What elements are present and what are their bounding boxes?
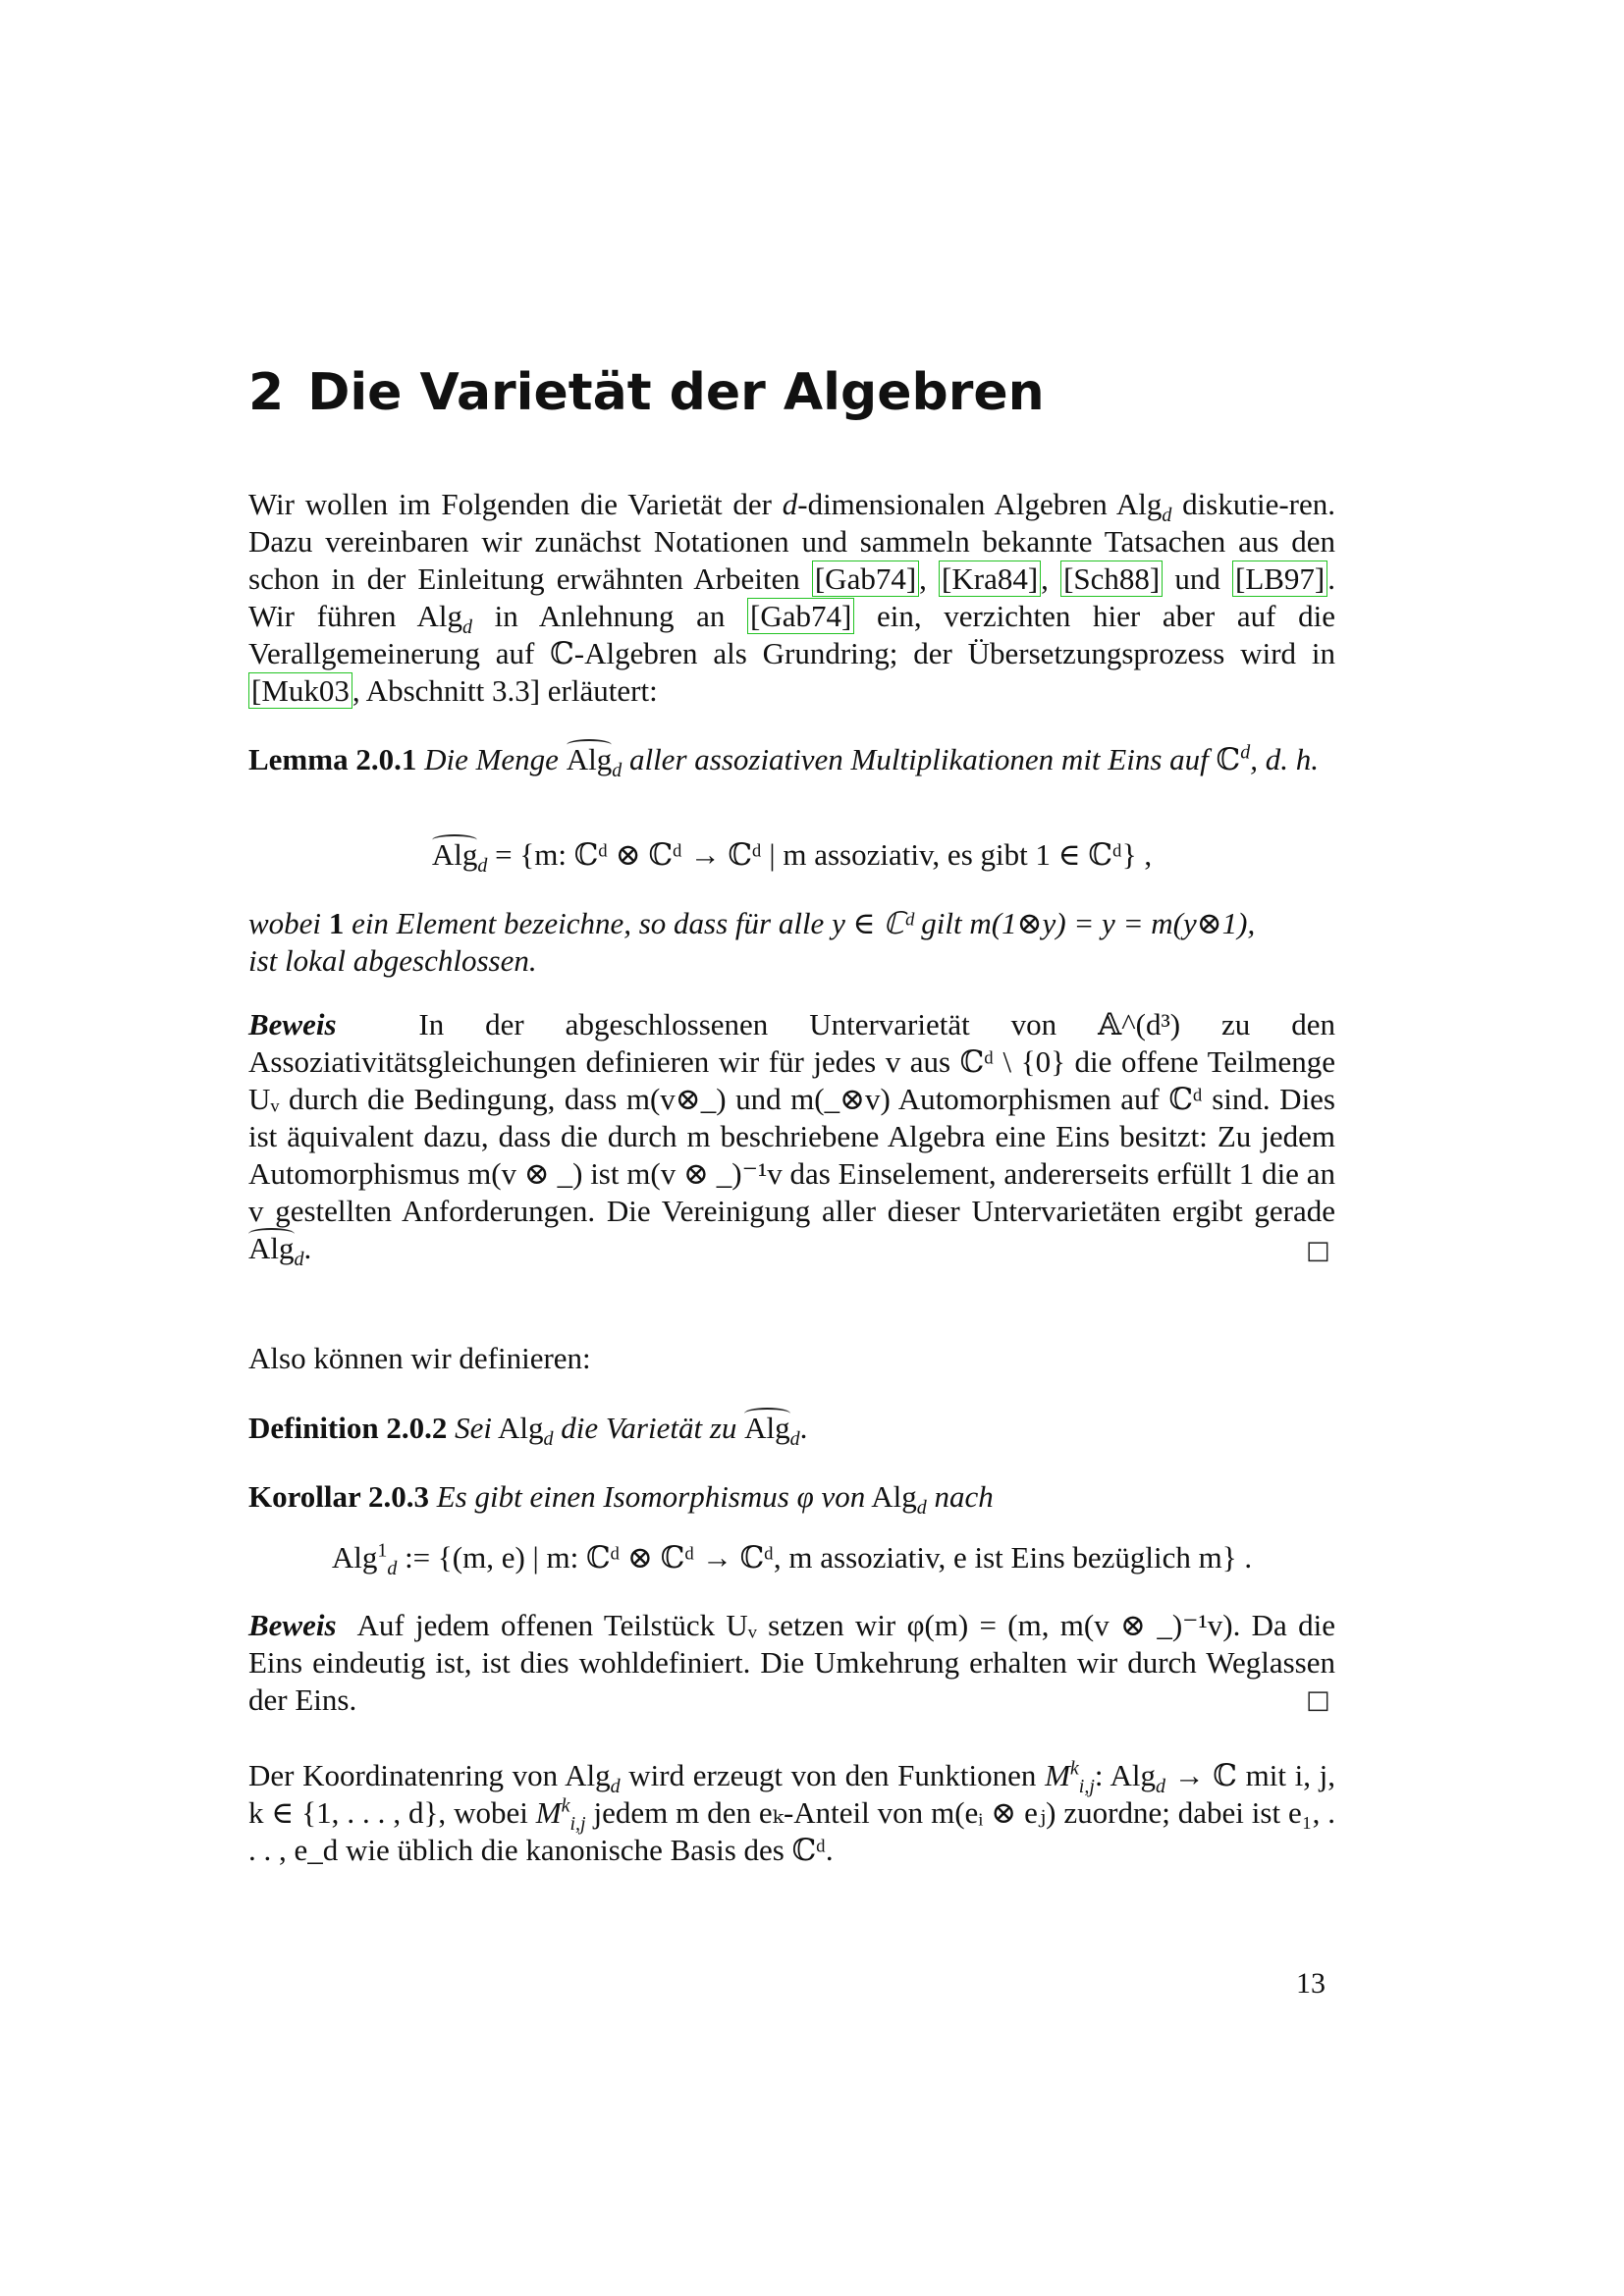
proof-1: Beweis In der abgeschlossenen Untervarietät von 𝔸^(d³) zu den Assoziativitätsgleichungen definieren wir für jedes v aus ℂᵈ \ {0} die offene Teilmenge Uᵥ durch die Bedingung, dass m(v⊗_) und m(_⊗v) Automorphismen auf ℂᵈ sind. Dies ist äquivalent dazu, dass die durch m beschriebene Algebra eine Eins besitzt: Zu jedem Automorphismus m(v ⊗ _) ist m(v ⊗ _)⁻¹v das Einselement, andererseits erfüllt 1 die an v gestellten Anforderungen. Die Vereinigung aller dieser Untervarietäten ergibt gerade Alg$_d$.: [248, 1007, 1335, 1271]
citation-sch88[interactable]: [Sch88]: [1060, 561, 1163, 597]
qed-square: □: [1306, 1236, 1330, 1265]
lemma-display-equation: Alg$_d$ = {m: ℂᵈ ⊗ ℂᵈ → ℂᵈ | m assoziativ, es gibt 1 ∈ ℂᵈ} ,: [431, 837, 1153, 878]
chapter-number: 2: [248, 363, 285, 422]
proof-2: Beweis Auf jedem offenen Teilstück Uᵥ setzen wir φ(m) = (m, m(v ⊗ _)⁻¹v). Da die Eins eindeutig ist, ist dies wohldefiniert. Die Umkehrung erhalten wir durch Weglassen der Eins.: [248, 1608, 1335, 1717]
final-paragraph: Der Koordinatenring von Alg$_d$ wird erzeugt von den Funktionen $M^k_{i,j}$: Alg$_d$ → ℂ mit i, j, k ∈ {1, . . . , d}, wobei $M^k_{i,j}$ jedem m den eₖ-Anteil von m(eᵢ ⊗ eⱼ) zuordne; dabei ist e₁, . . . , e_d wie üblich die kanonische Basis des ℂᵈ.: [248, 1757, 1335, 1867]
page-number: 13: [1296, 1967, 1326, 2000]
lemma-2-0-1: Lemma 2.0.1 Die Menge Alg$_d$ aller assoziativen Multiplikationen mit Eins auf ℂ$^d$, d. h.: [248, 741, 1319, 782]
citation-muk03[interactable]: [Muk03: [248, 672, 352, 709]
also-sentence: Also können wir definieren:: [248, 1341, 591, 1375]
lemma-label: Lemma 2.0.1: [248, 742, 417, 776]
citation-gab74-2[interactable]: [Gab74]: [747, 598, 854, 634]
korollar-2-0-3: Korollar 2.0.3 Es gibt einen Isomorphismus φ von Alg$_d$ nach: [248, 1479, 994, 1520]
lemma-continuation: wobei 1 ein Element bezeichne, so dass für alle y ∈ ℂᵈ gilt m(1⊗y) = y = m(y⊗1), ist lokal abgeschlossen.: [248, 906, 1256, 978]
proof-label: Beweis: [248, 1608, 337, 1642]
citation-gab74[interactable]: [Gab74]: [812, 561, 919, 597]
citation-lb97[interactable]: [LB97]: [1232, 561, 1327, 597]
definition-2-0-2: Definition 2.0.2 Sei Alg$_d$ die Varietät zu Alg$_d$.: [248, 1411, 808, 1451]
citation-kra84[interactable]: [Kra84]: [939, 561, 1041, 597]
chapter-title-text: Die Varietät der Algebren: [307, 363, 1045, 422]
intro-paragraph: Wir wollen im Folgenden die Varietät der d-dimensionalen Algebren Alg$_d$ diskutie-ren. Dazu vereinbaren wir zunächst Notationen und sammeln bekannte Tatsachen aus den schon in der Einleitung erwähnten Arbeiten [Gab74], [Kra84], [Sch88] und [LB97]. Wir führen Alg$_d$ in Anlehnung an [Gab74] ein, verzichten hier aber auf die Verallgemeinerung auf ℂ-Algebren als Grundring; der Übersetzungsprozess wird in [Muk03, Abschnitt 3.3] erläutert:: [248, 487, 1336, 708]
chapter-title: [248, 363, 1045, 422]
korollar-display-equation: Alg$^1_d$ := {(m, e) | m: ℂᵈ ⊗ ℂᵈ → ℂᵈ, m assoziativ, e ist Eins bezüglich m} .: [331, 1539, 1253, 1580]
qed-square: □: [1306, 1685, 1330, 1715]
proof-label: Beweis: [248, 1007, 337, 1041]
